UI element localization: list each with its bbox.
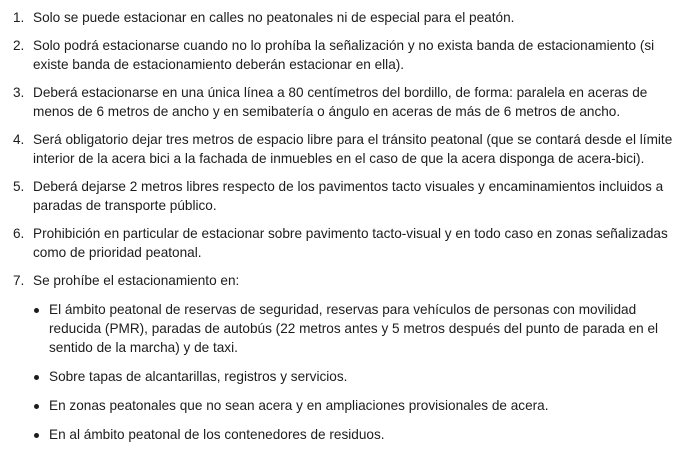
bullet-dot-icon bbox=[34, 375, 39, 380]
list-marker: 4. bbox=[13, 132, 25, 147]
bullet-item-1 bbox=[0, 300, 690, 357]
bullet-list bbox=[0, 300, 690, 454]
list-item-4 bbox=[0, 130, 690, 168]
list-marker: 2. bbox=[13, 38, 25, 53]
bullet-item-text: El ámbito peatonal de reservas de seguridad, reservas para vehículos de personas con movilidad reducida (PMR), paradas de autobús (22 metros antes y 5 metros después del punto de parada en el sentido de la marcha) y de taxi. bbox=[49, 302, 659, 355]
bullet-item-2 bbox=[0, 367, 690, 386]
list-item-text: Prohibición en particular de estacionar sobre pavimento tacto-visual y en todo caso en zonas señalizadas como de prioridad peatonal. bbox=[33, 226, 668, 260]
list-item-2 bbox=[0, 36, 690, 74]
list-marker: 1. bbox=[13, 10, 25, 25]
list-item-5 bbox=[0, 177, 690, 215]
bullet-dot-icon bbox=[34, 404, 39, 409]
list-item-7 bbox=[0, 271, 690, 290]
list-marker: 6. bbox=[13, 226, 25, 241]
bullet-dot-icon bbox=[34, 308, 39, 313]
list-item-1 bbox=[0, 8, 690, 27]
list-item-text: Solo se puede estacionar en calles no peatonales ni de especial para el peatón. bbox=[33, 10, 515, 25]
list-item-text: Será obligatorio dejar tres metros de espacio libre para el tránsito peatonal (que se contará desde el límite interior de la acera bici a la fachada de inmuebles en el caso de que la acera disponga de acera-bici). bbox=[33, 132, 673, 166]
list-item-3 bbox=[0, 83, 690, 121]
list-marker: 3. bbox=[13, 85, 25, 100]
list-marker: 5. bbox=[13, 179, 25, 194]
bullet-item-text: En al ámbito peatonal de los contenedores de residuos. bbox=[49, 427, 385, 442]
bullet-item-text: Sobre tapas de alcantarillas, registros y servicios. bbox=[49, 369, 348, 384]
document-body bbox=[0, 8, 690, 299]
list-item-text: Solo podrá estacionarse cuando no lo prohíba la señalización y no exista banda de estacionamiento (si existe banda de estacionamiento deberán estacionar en ella). bbox=[33, 38, 655, 72]
bullet-item-text: En zonas peatonales que no sean acera y en ampliaciones provisionales de acera. bbox=[49, 398, 549, 413]
list-item-text: Deberá estacionarse en una única línea a 80 centímetros del bordillo, de forma: paralela en aceras de menos de 6 metros de ancho y en semibatería o ángulo en aceras de más de 6 metros de ancho. bbox=[33, 85, 648, 119]
bullet-dot-icon bbox=[34, 433, 39, 438]
list-item-text: Se prohíbe el estacionamiento en: bbox=[33, 273, 240, 288]
list-item-text: Deberá dejarse 2 metros libres respecto de los pavimentos tacto visuales y encaminamientos incluidos a paradas de transporte público. bbox=[33, 179, 664, 213]
numbered-list bbox=[0, 8, 690, 290]
list-item-6 bbox=[0, 224, 690, 262]
list-marker: 7. bbox=[13, 273, 25, 288]
bullet-item-4 bbox=[0, 425, 690, 444]
bullet-item-3 bbox=[0, 396, 690, 415]
